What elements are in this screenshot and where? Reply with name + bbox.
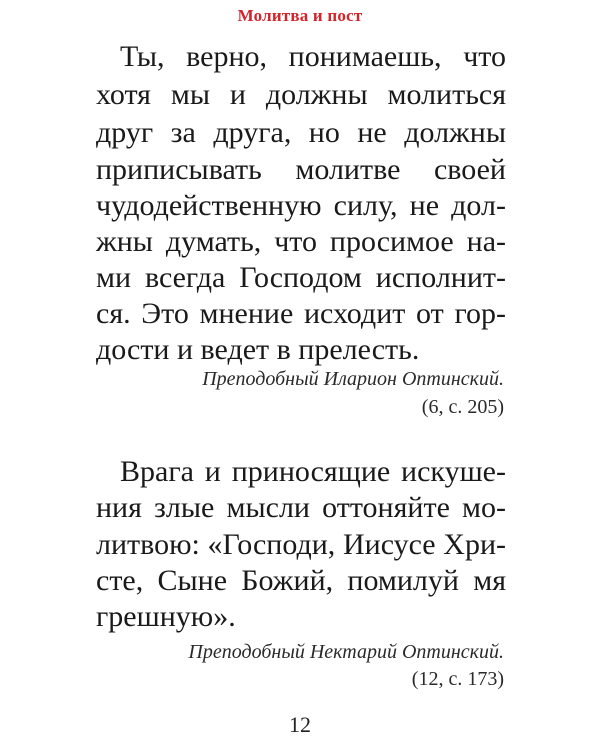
quote2-line-2: ния злые мысли оттоняйте мо- [96,491,506,524]
quote1-line-4: приписывать молитве своей [96,153,506,186]
quote1-line-2: хотя мы и должны молиться [96,78,506,111]
quote2-line-1: Врага и приносящие искуше- [120,455,506,488]
quote1-author: Преподобный Иларион Оптинский. [202,368,504,390]
quote1-line-3: друг за друга, но не должны [96,116,506,149]
quote1-line-7: ми всегда Господом исполнит- [96,261,506,294]
quote1-reference: (6, с. 205) [421,396,504,418]
quote1-line-8: ся. Это мнение исходит от гор- [96,297,506,330]
quote2-line-5: грешную». [96,600,236,633]
quote2-line-3: литвою: «Господи, Иисусе Хри- [96,528,506,561]
page-number: 12 [289,712,311,737]
quote1-line-9: дости и ведет в прелесть. [96,333,420,366]
quote2-author: Преподобный Нектарий Оптинский. [188,641,504,663]
quote1-line-1: Ты, верно, понимаешь, что [120,40,506,73]
quote2-line-4: сте, Сыне Божий, помилуй мя [96,564,506,597]
quote1-line-5: чудодейственную силу, не дол- [96,189,506,222]
quote2-reference: (12, с. 173) [411,668,504,690]
quote1-line-6: жны думать, что просимое на- [96,225,506,258]
running-header: Молитва и пост [237,6,363,25]
